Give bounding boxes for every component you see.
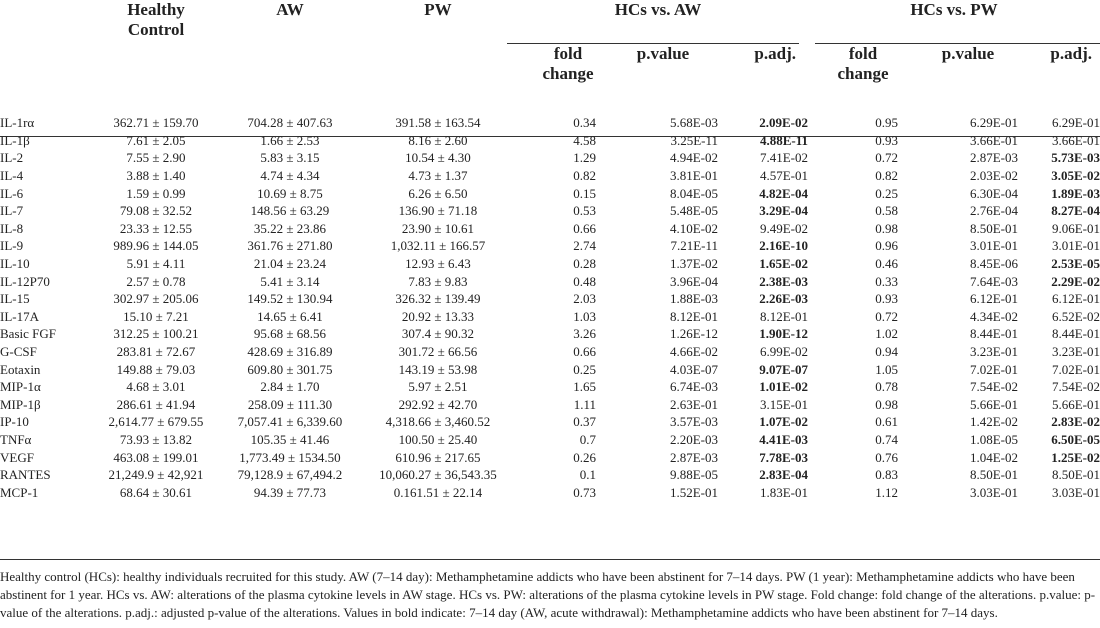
pw-value: 4,318.66 ± 3,460.52 [385, 414, 491, 430]
fold-change-aw: 4.58 [573, 132, 596, 148]
healthy-control-value: 23.33 ± 12.55 [119, 220, 193, 236]
fold-change-aw: 0.25 [573, 361, 596, 377]
pvalue-pw: 6.12E-01 [969, 291, 1018, 307]
table-row [0, 167, 1100, 185]
pvalue-pw: 2.87E-03 [969, 150, 1018, 166]
table-row [0, 431, 1100, 449]
fold-change-aw: 0.28 [573, 256, 596, 272]
fold-change-aw: 1.29 [573, 150, 596, 166]
aw-value: 95.68 ± 68.56 [253, 326, 327, 342]
pvalue-aw: 4.66E-02 [669, 344, 718, 360]
padj-pw: 6.12E-01 [1051, 291, 1100, 307]
pw-value: 136.90 ± 71.18 [398, 203, 478, 219]
aw-value: 704.28 ± 407.63 [247, 115, 333, 131]
pvalue-aw: 1.88E-03 [669, 291, 718, 307]
fold-change-pw: 0.82 [875, 168, 898, 184]
padj-pw: 2.29E-02 [1051, 273, 1100, 289]
aw-value: 1.66 ± 2.53 [260, 132, 320, 148]
padj-pw: 7.54E-02 [1051, 379, 1100, 395]
fold-change-pw: 0.98 [875, 220, 898, 236]
aw-value: 148.56 ± 63.29 [250, 203, 330, 219]
header-fold-change-aw: fold change [542, 44, 594, 83]
table-row [0, 466, 1100, 484]
healthy-control-value: 79.08 ± 32.52 [119, 203, 193, 219]
cytokine-name: IL-9 [0, 238, 24, 254]
padj-pw: 3.05E-02 [1051, 168, 1100, 184]
padj-aw: 1.90E-12 [759, 326, 808, 342]
pvalue-aw: 3.96E-04 [669, 273, 718, 289]
fold-change-pw: 1.12 [875, 484, 898, 500]
cytokine-name: MIP-1β [0, 396, 41, 412]
fold-change-aw: 0.66 [573, 344, 596, 360]
table-row [0, 184, 1100, 202]
pvalue-pw: 3.23E-01 [969, 344, 1018, 360]
cytokine-name: IL-10 [0, 256, 30, 272]
table-row [0, 308, 1100, 326]
healthy-control-value: 68.64 ± 30.61 [119, 484, 193, 500]
aw-value: 14.65 ± 6.41 [257, 308, 323, 324]
pvalue-pw: 5.66E-01 [969, 396, 1018, 412]
pw-value: 610.96 ± 217.65 [395, 449, 481, 465]
pw-value: 326.32 ± 139.49 [395, 291, 481, 307]
pvalue-pw: 8.45E-06 [969, 256, 1018, 272]
header-padj-aw: p.adj. [754, 44, 796, 63]
header-empty [0, 0, 100, 44]
padj-aw: 4.88E-11 [759, 132, 808, 148]
padj-pw: 6.52E-02 [1051, 308, 1100, 324]
healthy-control-value: 989.96 ± 144.05 [113, 238, 199, 254]
fold-change-pw: 0.93 [875, 132, 898, 148]
padj-aw: 2.83E-04 [759, 467, 808, 483]
table-row [0, 360, 1100, 378]
pvalue-pw: 7.02E-01 [969, 361, 1018, 377]
pvalue-pw: 1.42E-02 [969, 414, 1018, 430]
fold-change-pw: 0.25 [875, 185, 898, 201]
cytokine-name: VEGF [0, 449, 34, 465]
healthy-control-value: 15.10 ± 7.21 [123, 308, 189, 324]
table-row [0, 413, 1100, 431]
padj-aw: 2.16E-10 [759, 238, 808, 254]
pw-value: 391.58 ± 163.54 [395, 115, 481, 131]
pvalue-aw: 8.12E-01 [669, 308, 718, 324]
fold-change-pw: 0.46 [875, 256, 898, 272]
table-row [0, 396, 1100, 414]
fold-change-aw: 2.74 [573, 238, 596, 254]
padj-pw: 2.83E-02 [1051, 414, 1100, 430]
cytokine-name: RANTES [0, 467, 51, 483]
cytokine-name: TNFα [0, 431, 32, 447]
pw-value: 4.73 ± 1.37 [408, 168, 468, 184]
cytokine-name: Basic FGF [0, 326, 56, 342]
pw-value: 20.92 ± 13.33 [401, 308, 475, 324]
pw-value: 100.50 ± 25.40 [398, 431, 478, 447]
fold-change-aw: 0.82 [573, 168, 596, 184]
header-group-aw: HCs vs. AW [614, 0, 702, 19]
cytokine-name: IL-7 [0, 203, 24, 219]
padj-aw: 7.78E-03 [759, 449, 808, 465]
table-row [0, 448, 1100, 466]
cytokine-name: IL-2 [0, 150, 24, 166]
fold-change-pw: 0.61 [875, 414, 898, 430]
fold-change-aw: 0.53 [573, 203, 596, 219]
padj-aw: 7.41E-02 [759, 150, 808, 166]
pvalue-aw: 2.20E-03 [669, 431, 718, 447]
aw-value: 35.22 ± 23.86 [253, 220, 327, 236]
cytokine-name: IL-1rα [0, 115, 35, 131]
header-aw: AW [276, 0, 304, 19]
padj-pw: 3.23E-01 [1051, 344, 1100, 360]
header-healthy-control: Healthy Control [127, 0, 185, 39]
healthy-control-value: 7.55 ± 2.90 [126, 150, 186, 166]
aw-value: 79,128.9 ± 67,494.2 [237, 467, 343, 483]
healthy-control-value: 4.68 ± 3.01 [126, 379, 186, 395]
aw-value: 94.39 ± 77.73 [253, 484, 327, 500]
aw-value: 4.74 ± 4.34 [260, 168, 320, 184]
pvalue-pw: 7.64E-03 [969, 273, 1018, 289]
fold-change-pw: 1.02 [875, 326, 898, 342]
pw-value: 12.93 ± 6.43 [405, 256, 471, 272]
pvalue-pw: 8.44E-01 [969, 326, 1018, 342]
fold-change-aw: 0.48 [573, 273, 596, 289]
healthy-control-value: 73.93 ± 13.82 [119, 431, 193, 447]
healthy-control-value: 283.81 ± 72.67 [116, 344, 196, 360]
pvalue-pw: 1.04E-02 [969, 449, 1018, 465]
fold-change-aw: 0.15 [573, 185, 596, 201]
pvalue-aw: 3.25E-11 [670, 132, 718, 148]
fold-change-aw: 0.7 [579, 431, 596, 447]
table-row [0, 378, 1100, 396]
aw-value: 149.52 ± 130.94 [247, 291, 333, 307]
padj-aw: 4.82E-04 [759, 185, 808, 201]
pw-value: 6.26 ± 6.50 [408, 185, 468, 201]
cytokine-name: IL-4 [0, 168, 24, 184]
table-row [0, 237, 1100, 255]
padj-pw: 1.89E-03 [1051, 185, 1100, 201]
header-padj-pw: p.adj. [1050, 44, 1092, 63]
aw-value: 105.35 ± 41.46 [250, 431, 330, 447]
fold-change-pw: 0.76 [875, 449, 898, 465]
padj-aw: 3.15E-01 [759, 396, 808, 412]
pvalue-pw: 6.29E-01 [969, 115, 1018, 131]
aw-value: 21.04 ± 23.24 [253, 256, 327, 272]
padj-aw: 2.09E-02 [759, 115, 808, 131]
pvalue-pw: 2.03E-02 [969, 168, 1018, 184]
fold-change-pw: 0.74 [875, 431, 898, 447]
padj-aw: 1.65E-02 [759, 256, 808, 272]
pvalue-aw: 2.63E-01 [669, 396, 718, 412]
padj-pw: 8.44E-01 [1051, 326, 1100, 342]
healthy-control-value: 5.91 ± 4.11 [126, 256, 186, 272]
cytokine-name: Eotaxin [0, 361, 41, 377]
fold-change-aw: 0.37 [573, 414, 596, 430]
cytokine-name: IL-6 [0, 185, 24, 201]
healthy-control-value: 1.59 ± 0.99 [126, 185, 186, 201]
cytokine-name: G-CSF [0, 344, 37, 360]
fold-change-aw: 1.65 [573, 379, 596, 395]
aw-value: 7,057.41 ± 6,339.60 [237, 414, 343, 430]
healthy-control-value: 302.97 ± 205.06 [113, 291, 199, 307]
pvalue-aw: 1.26E-12 [669, 326, 718, 342]
pw-value: 292.92 ± 42.70 [398, 396, 478, 412]
fold-change-pw: 0.95 [875, 115, 898, 131]
aw-value: 5.83 ± 3.15 [260, 150, 320, 166]
pw-value: 0.161.51 ± 22.14 [393, 484, 483, 500]
pvalue-aw: 6.74E-03 [669, 379, 718, 395]
pvalue-pw: 2.76E-04 [969, 203, 1018, 219]
fold-change-aw: 0.1 [579, 467, 596, 483]
fold-change-aw: 3.26 [573, 326, 596, 342]
fold-change-aw: 1.11 [573, 396, 596, 412]
pvalue-pw: 4.34E-02 [969, 308, 1018, 324]
cytokine-name: IL-12P70 [0, 273, 50, 289]
aw-value: 428.69 ± 316.89 [247, 344, 333, 360]
fold-change-pw: 0.33 [875, 273, 898, 289]
padj-pw: 3.01E-01 [1051, 238, 1100, 254]
healthy-control-value: 21,249.9 ± 42,921 [108, 467, 204, 483]
cytokine-name: IP-10 [0, 414, 29, 430]
padj-aw: 1.01E-02 [759, 379, 808, 395]
padj-pw: 9.06E-01 [1051, 220, 1100, 236]
padj-aw: 2.26E-03 [759, 291, 808, 307]
pw-value: 10,060.27 ± 36,543.35 [379, 467, 497, 483]
padj-aw: 3.29E-04 [759, 203, 808, 219]
table-row [0, 202, 1100, 220]
pvalue-pw: 7.54E-02 [969, 379, 1018, 395]
pvalue-pw: 6.30E-04 [969, 185, 1018, 201]
cytokine-name: MCP-1 [0, 484, 39, 500]
pvalue-aw: 4.03E-07 [669, 361, 718, 377]
fold-change-pw: 0.94 [875, 344, 898, 360]
healthy-control-value: 286.61 ± 41.94 [116, 396, 196, 412]
fold-change-pw: 0.83 [875, 467, 898, 483]
table-row [0, 132, 1100, 150]
padj-aw: 4.41E-03 [759, 431, 808, 447]
aw-value: 609.80 ± 301.75 [247, 361, 333, 377]
aw-value: 1,773.49 ± 1534.50 [239, 449, 341, 465]
aw-value: 5.41 ± 3.14 [260, 273, 320, 289]
table-row [0, 325, 1100, 343]
fold-change-pw: 0.98 [875, 396, 898, 412]
pvalue-pw: 8.50E-01 [969, 220, 1018, 236]
fold-change-pw: 0.93 [875, 291, 898, 307]
padj-aw: 9.07E-07 [759, 361, 808, 377]
table-row [0, 114, 1100, 132]
table-row [0, 149, 1100, 167]
header-pw: PW [424, 0, 452, 19]
padj-pw: 3.66E-01 [1051, 132, 1100, 148]
cytokine-name: IL-1β [0, 132, 30, 148]
cytokine-name: IL-17A [0, 308, 39, 324]
table-row [0, 483, 1100, 501]
pvalue-aw: 4.10E-02 [669, 220, 718, 236]
cytokine-name: MIP-1α [0, 379, 41, 395]
fold-change-aw: 1.03 [573, 308, 596, 324]
fold-change-pw: 1.05 [875, 361, 898, 377]
header-fold-change-pw: fold change [837, 44, 889, 83]
padj-aw: 1.07E-02 [759, 414, 808, 430]
table-row [0, 290, 1100, 308]
pw-value: 10.54 ± 4.30 [405, 150, 471, 166]
pvalue-aw: 5.68E-03 [669, 115, 718, 131]
healthy-control-value: 2,614.77 ± 679.55 [108, 414, 204, 430]
pw-value: 1,032.11 ± 166.57 [390, 238, 486, 254]
healthy-control-value: 463.08 ± 199.01 [113, 449, 199, 465]
table-footnote: Healthy control (HCs): healthy individuals recruited for this study. AW (7–14 day): Methamphetamine addicts who have been abstinent for 7–14 days. PW (1 year): Methamphetamine addicts who have been abstinent for 1 year. HCs vs. AW: alterations of the plasma cytokine levels in AW stage. HCs vs. PW: alterations of the plasma cytokine levels in PW stage. Fold change: fold change of the alterations. p.value: p-value of the alterations. p.adj.: adjusted p-value of the alterations. Values in bold indicate: 7–14 day (AW, acute withdrawal): Methamphetamine addicts who have been abstinent for 7–14 days. [0, 569, 1096, 620]
fold-change-aw: 0.66 [573, 220, 596, 236]
padj-aw: 8.12E-01 [759, 308, 808, 324]
fold-change-pw: 0.78 [875, 379, 898, 395]
pvalue-aw: 3.57E-03 [669, 414, 718, 430]
cytokine-name: IL-15 [0, 291, 30, 307]
pw-value: 301.72 ± 66.56 [398, 344, 478, 360]
pvalue-aw: 1.52E-01 [669, 484, 718, 500]
pvalue-pw: 8.50E-01 [969, 467, 1018, 483]
healthy-control-value: 149.88 ± 79.03 [116, 361, 196, 377]
pw-value: 5.97 ± 2.51 [408, 379, 468, 395]
padj-pw: 5.73E-03 [1051, 150, 1100, 166]
padj-pw: 5.66E-01 [1051, 396, 1100, 412]
padj-pw: 1.25E-02 [1051, 449, 1100, 465]
pvalue-aw: 3.81E-01 [669, 168, 718, 184]
padj-pw: 7.02E-01 [1051, 361, 1100, 377]
padj-pw: 6.50E-05 [1051, 431, 1100, 447]
padj-pw: 8.50E-01 [1051, 467, 1100, 483]
table-row [0, 255, 1100, 273]
padj-pw: 3.03E-01 [1051, 484, 1100, 500]
healthy-control-value: 362.71 ± 159.70 [113, 115, 199, 131]
healthy-control-value: 3.88 ± 1.40 [126, 168, 186, 184]
padj-aw: 6.99E-02 [759, 344, 808, 360]
table-row [0, 272, 1100, 290]
pvalue-pw: 3.01E-01 [969, 238, 1018, 254]
padj-pw: 6.29E-01 [1051, 115, 1100, 131]
padj-aw: 4.57E-01 [759, 168, 808, 184]
pvalue-aw: 9.88E-05 [669, 467, 718, 483]
healthy-control-value: 2.57 ± 0.78 [126, 273, 186, 289]
pvalue-pw: 3.03E-01 [969, 484, 1018, 500]
pw-value: 23.90 ± 10.61 [401, 220, 475, 236]
table-row [0, 220, 1100, 238]
healthy-control-value: 312.25 ± 100.21 [113, 326, 199, 342]
fold-change-aw: 0.73 [573, 484, 596, 500]
header-pvalue-aw: p.value [636, 44, 690, 63]
pw-value: 307.4 ± 90.32 [401, 326, 475, 342]
header-pvalue-pw: p.value [941, 44, 995, 63]
pvalue-aw: 7.21E-11 [670, 238, 718, 254]
padj-aw: 2.38E-03 [759, 273, 808, 289]
pvalue-pw: 3.66E-01 [969, 132, 1018, 148]
fold-change-pw: 0.72 [875, 308, 898, 324]
fold-change-aw: 2.03 [573, 291, 596, 307]
fold-change-pw: 0.58 [875, 203, 898, 219]
fold-change-pw: 0.72 [875, 150, 898, 166]
aw-value: 2.84 ± 1.70 [260, 379, 320, 395]
table-bottom-rule [0, 559, 1100, 560]
padj-pw: 2.53E-05 [1051, 256, 1100, 272]
pvalue-aw: 5.48E-05 [669, 203, 718, 219]
cytokine-name: IL-8 [0, 220, 24, 236]
aw-value: 258.09 ± 111.30 [247, 396, 333, 412]
pw-value: 7.83 ± 9.83 [408, 273, 468, 289]
pw-value: 8.16 ± 2.60 [408, 132, 468, 148]
pvalue-aw: 1.37E-02 [669, 256, 718, 272]
aw-value: 10.69 ± 8.75 [257, 185, 323, 201]
padj-pw: 8.27E-04 [1051, 203, 1100, 219]
pvalue-aw: 2.87E-03 [669, 449, 718, 465]
pw-value: 143.19 ± 53.98 [398, 361, 478, 377]
fold-change-aw: 0.26 [573, 449, 596, 465]
pvalue-aw: 8.04E-05 [669, 185, 718, 201]
header-group-pw: HCs vs. PW [910, 0, 998, 19]
fold-change-aw: 0.34 [573, 115, 596, 131]
aw-value: 361.76 ± 271.80 [247, 238, 333, 254]
pvalue-aw: 4.94E-02 [669, 150, 718, 166]
pvalue-pw: 1.08E-05 [969, 431, 1018, 447]
healthy-control-value: 7.61 ± 2.05 [126, 132, 186, 148]
table-row [0, 343, 1100, 361]
padj-aw: 9.49E-02 [759, 220, 808, 236]
padj-aw: 1.83E-01 [759, 484, 808, 500]
fold-change-pw: 0.96 [875, 238, 898, 254]
